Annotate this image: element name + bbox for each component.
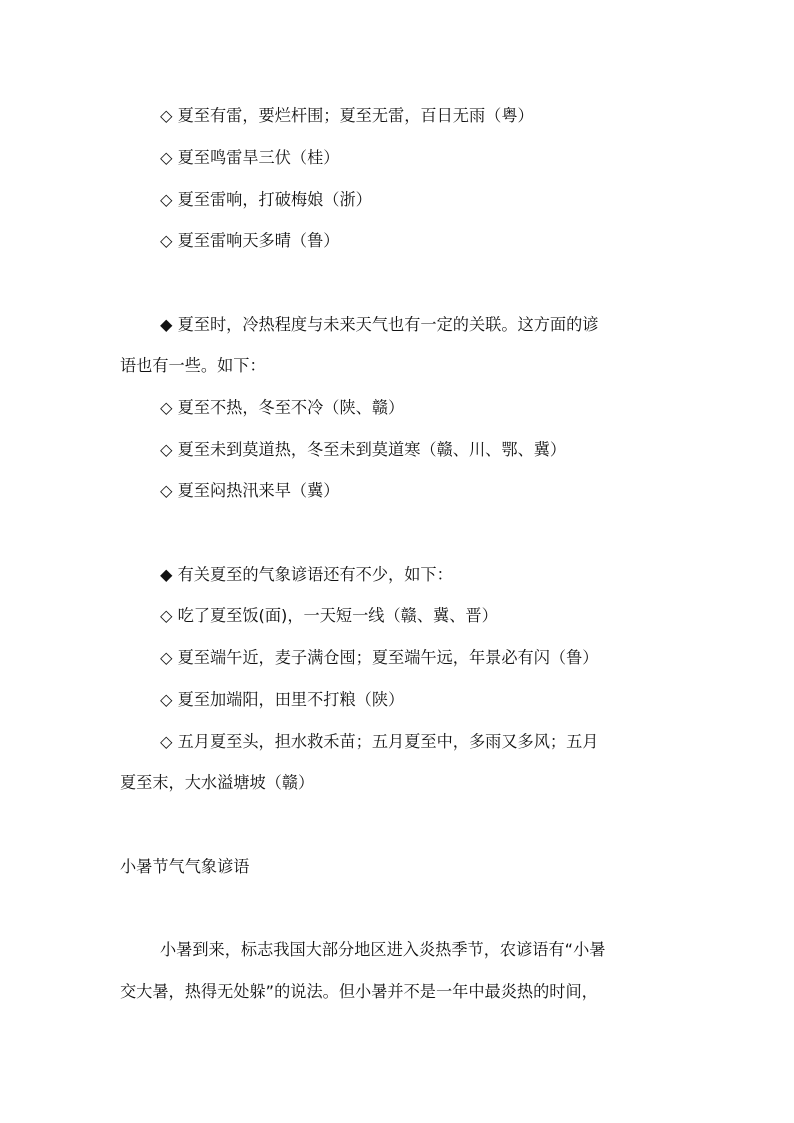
proverb-item: ◇ 夏至加端阳，田里不打粮（陕） xyxy=(160,690,405,709)
proverb-item: ◇ 夏至有雷，要烂杆围；夏至无雷，百日无雨（粤） xyxy=(160,106,534,125)
body-paragraph: 小暑到来，标志我国大部分地区进入炎热季节，农谚语有“小暑 xyxy=(160,940,606,959)
body-paragraph-continued: 交大暑，热得无处躲”的说法。但小暑并不是一年中最炎热的时间， xyxy=(120,982,598,1001)
section-heading: 小暑节气气象谚语 xyxy=(120,857,250,876)
proverb-item: ◇ 吃了夏至饭(面)，一天短一线（赣、冀、晋） xyxy=(160,606,498,625)
section-intro: ◆ 夏至时，冷热程度与未来天气也有一定的关联。这方面的谚 xyxy=(160,315,599,334)
proverb-item: ◇ 夏至闷热汛来早（冀） xyxy=(160,481,340,500)
section-intro-continued: 语也有一些。如下： xyxy=(120,356,266,375)
proverb-item: ◇ 夏至鸣雷旱三伏（桂） xyxy=(160,148,340,167)
proverb-item-continued: 夏至末，大水溢塘坡（赣） xyxy=(120,773,315,792)
section-intro: ◆ 有关夏至的气象谚语还有不少，如下： xyxy=(160,565,453,584)
proverb-item: ◇ 夏至雷响，打破梅娘（浙） xyxy=(160,190,372,209)
proverb-item: ◇ 夏至雷响天多晴（鲁） xyxy=(160,231,340,250)
proverb-item: ◇ 夏至未到莫道热，冬至未到莫道寒（赣、川、鄂、冀） xyxy=(160,440,567,459)
proverb-item: ◇ 五月夏至头，担水救禾苗；五月夏至中，多雨又多风；五月 xyxy=(160,732,599,751)
proverb-item: ◇ 夏至不热，冬至不冷（陕、赣） xyxy=(160,398,405,417)
proverb-item: ◇ 夏至端午近，麦子满仓囤；夏至端午远，年景必有闪（鲁） xyxy=(160,648,599,667)
